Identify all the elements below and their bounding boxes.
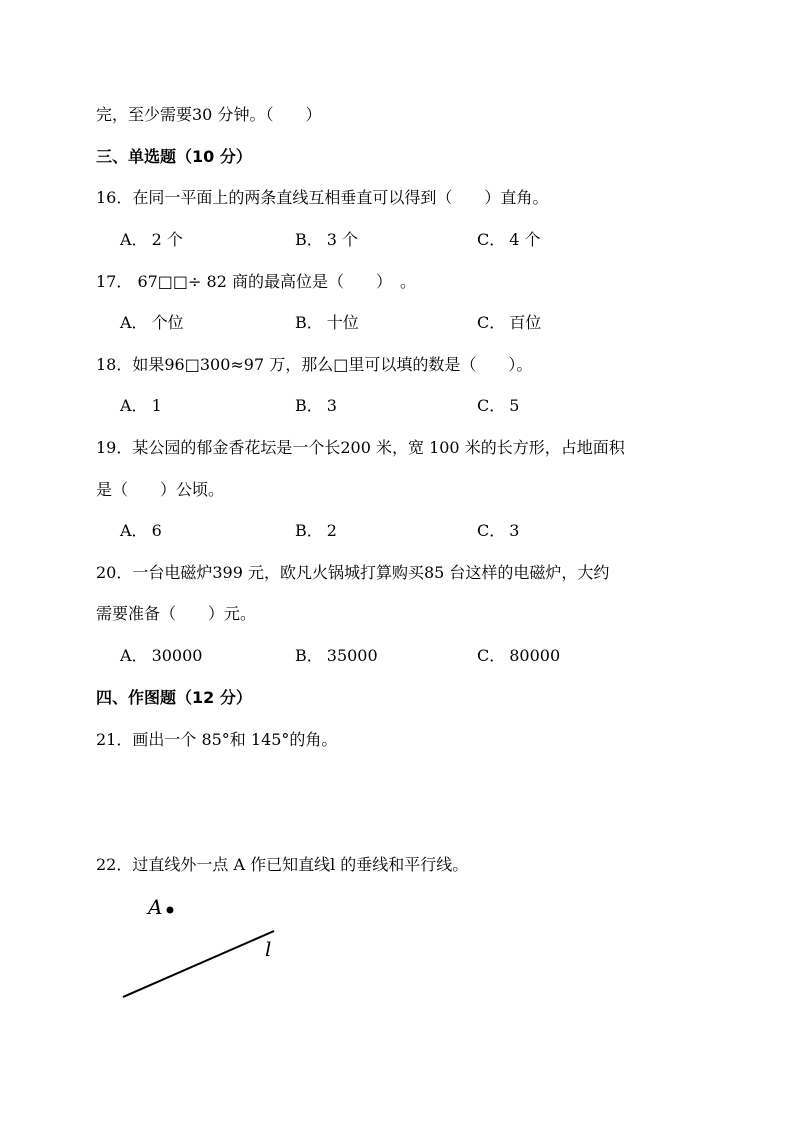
question-19-stem-continued: 是（ ）公顷。 xyxy=(96,480,225,499)
point-a-label: A xyxy=(148,895,163,919)
question-16-option-a: A． 2 个 xyxy=(120,230,183,249)
question-17-option-a: A． 个位 xyxy=(120,313,184,332)
line-l-label: l xyxy=(265,937,272,961)
question-16-option-b: B． 3 个 xyxy=(295,230,359,249)
question-18-option-b: B． 3 xyxy=(295,396,337,415)
question-20-option-b: B． 35000 xyxy=(295,646,378,665)
question-22-stem: 22．过直线外一点 A 作已知直线l 的垂线和平行线。 xyxy=(96,855,469,874)
question-19-option-c: C． 3 xyxy=(477,521,520,540)
section-heading-single-choice: 三、单选题（10 分） xyxy=(96,147,252,166)
question-16-option-c: C． 4 个 xyxy=(477,230,541,249)
question-18-option-c: C． 5 xyxy=(477,396,520,415)
question-20-option-c: C． 80000 xyxy=(477,646,561,665)
question-continuation: 完，至少需要30 分钟。（ ） xyxy=(96,105,322,124)
question-17-option-b: B． 十位 xyxy=(295,313,359,332)
point-and-line-figure xyxy=(110,890,310,1010)
question-17-stem: 17． 67□□÷ 82 商的最高位是（ ） 。 xyxy=(96,272,416,291)
section-heading-drawing: 四、作图题（12 分） xyxy=(96,688,252,707)
question-18-option-a: A． 1 xyxy=(120,396,162,415)
question-19-option-a: A． 6 xyxy=(120,521,162,540)
question-19-option-b: B． 2 xyxy=(295,521,337,540)
question-19-stem: 19．某公园的郁金香花坛是一个长200 米，宽 100 米的长方形，占地面积 xyxy=(96,438,625,457)
point-a-dot xyxy=(167,907,174,914)
question-20-stem: 20．一台电磁炉399 元，欧凡火锅城打算购买85 台这样的电磁炉，大约 xyxy=(96,563,610,582)
figure-canvas xyxy=(110,890,310,1010)
line-l xyxy=(123,931,274,997)
question-17-option-c: C． 百位 xyxy=(477,313,542,332)
question-21-stem: 21．画出一个 85°和 145°的角。 xyxy=(96,730,338,749)
question-16-stem: 16．在同一平面上的两条直线互相垂直可以得到（ ）直角。 xyxy=(96,188,549,207)
question-18-stem: 18．如果96□300≈97 万，那么□里可以填的数是（ ）。 xyxy=(96,355,533,374)
question-20-option-a: A． 30000 xyxy=(120,646,203,665)
question-20-stem-continued: 需要准备（ ）元。 xyxy=(96,604,257,623)
